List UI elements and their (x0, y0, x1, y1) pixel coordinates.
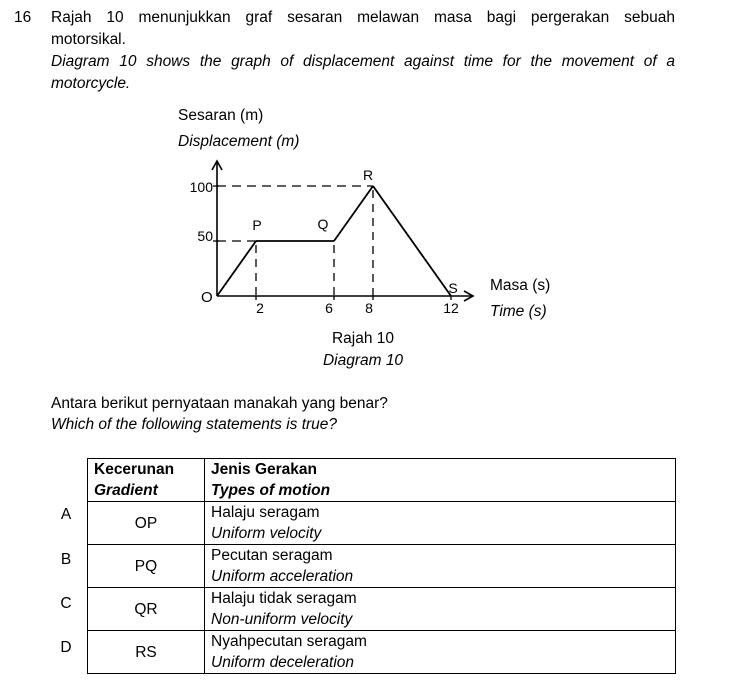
header-motion-malay: Jenis Gerakan (211, 461, 317, 478)
point-label-r: R (362, 167, 374, 183)
caption-malay: Rajah 10 (331, 330, 395, 347)
motion-english: Uniform velocity (211, 525, 322, 542)
motion-cell (205, 631, 676, 674)
motion-english: Non-uniform velocity (211, 611, 353, 628)
option-letter-b[interactable]: B (60, 551, 72, 568)
stem-malay-line1: Rajah 10 menunjukkan graf sesaran melawan masa bagi pergerakan sebuah (51, 9, 675, 26)
x-tick-label-12: 12 (443, 300, 459, 316)
motion-english: Uniform deceleration (211, 654, 355, 671)
motion-cell (205, 502, 676, 545)
origin-label: O (201, 289, 213, 306)
motion-english: Uniform acceleration (211, 568, 354, 585)
point-label-p: P (252, 217, 262, 233)
question-number: 16 (14, 9, 32, 26)
y-axis-label-english: Displacement (m) (178, 133, 300, 150)
header-motion-type (205, 459, 676, 502)
table-row[interactable] (88, 545, 676, 588)
table-row[interactable] (88, 631, 676, 674)
table-row[interactable] (88, 588, 676, 631)
options-table (87, 458, 676, 674)
motion-cell (205, 588, 676, 631)
gradient-cell: OP (88, 502, 205, 545)
header-gradient-malay: Kecerunan (94, 461, 175, 478)
table-header-row (88, 459, 676, 502)
y-axis-label-malay: Sesaran (m) (178, 107, 264, 124)
stem-english-line1: Diagram 10 shows the graph of displacement against time for the movement of a (51, 53, 675, 70)
prompt-malay: Antara berikut pernyataan manakah yang benar? (51, 395, 388, 412)
x-tick-label-6: 6 (325, 300, 333, 316)
y-tick-label-50: 50 (197, 228, 213, 244)
caption-english: Diagram 10 (322, 352, 404, 369)
header-motion-english: Types of motion (211, 482, 331, 499)
motion-malay: Halaju tidak seragam (211, 590, 357, 607)
x-tick-label-8: 8 (365, 300, 373, 316)
motion-cell (205, 545, 676, 588)
point-label-s: S (448, 280, 458, 296)
header-gradient (88, 459, 205, 502)
motion-malay: Pecutan seragam (211, 547, 333, 564)
table-row[interactable] (88, 502, 676, 545)
stem-malay-line2: motorsikal. (51, 31, 126, 48)
segment-qr (334, 186, 373, 241)
x-tick-label-2: 2 (256, 300, 264, 316)
segment-op (217, 241, 256, 296)
motion-malay: Halaju seragam (211, 504, 320, 521)
gradient-cell: RS (88, 631, 205, 674)
header-gradient-english: Gradient (94, 482, 158, 499)
x-axis-label-english: Time (s) (490, 303, 547, 320)
gradient-cell: PQ (88, 545, 205, 588)
prompt-english: Which of the following statements is true? (51, 416, 338, 433)
segment-rs (373, 186, 451, 296)
motion-malay: Nyahpecutan seragam (211, 633, 367, 650)
gradient-cell: QR (88, 588, 205, 631)
x-axis-label-malay: Masa (s) (490, 277, 551, 294)
option-letter-c[interactable]: C (60, 595, 72, 612)
option-letter-a[interactable]: A (60, 506, 72, 523)
point-label-q: Q (317, 216, 329, 232)
option-letter-d[interactable]: D (60, 639, 72, 656)
y-tick-label-100: 100 (189, 179, 213, 195)
stem-english-line2: motorcycle. (51, 75, 131, 92)
